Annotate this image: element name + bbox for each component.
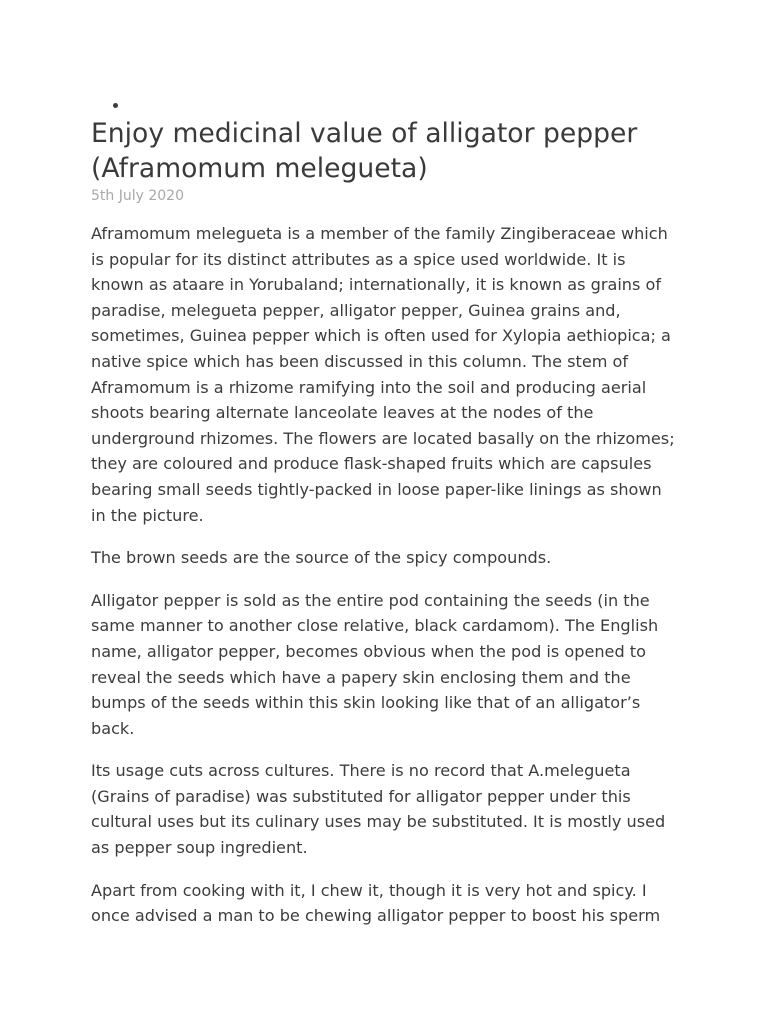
paragraph: Its usage cuts across cultures. There is no record that A.melegueta (Grains of paradise) was substituted for alligator pepper under this cultural uses but its culinary uses may be substituted. It is mostly used as pepper soup ingredient. <box>91 761 666 858</box>
paragraph: The brown seeds are the source of the spicy compounds. <box>91 548 552 568</box>
article-title: Enjoy medicinal value of alligator pepper (Aframomum melegueta) <box>91 118 638 184</box>
article <box>91 96 681 946</box>
paragraph: Aframomum melegueta is a member of the family Zingiberaceae which is popular for its distinct attributes as a spice used worldwide. It is known as ataare in Yorubaland; internationally, it is known as grains of paradise, melegueta pepper, alligator pepper, Guinea grains and, sometimes, Guinea pepper which is often used for Xylopia aethiopica; a native spice which has been discussed in this column. The stem of Aframomum is a rhizome ramifying into the soil and producing aerial shoots bearing alternate lanceolate leaves at the nodes of the underground rhizomes. The flowers are located basally on the rhizomes; they are coloured and produce flask-shaped fruits which are capsules bearing small seeds tightly-packed in loose paper-like linings as shown in the picture. <box>91 224 675 525</box>
bullet-icon <box>113 103 118 108</box>
article-date: 5th July 2020 <box>91 188 184 204</box>
paragraph: Apart from cooking with it, I chew it, though it is very hot and spicy. I once advised a man to be chewing alligator pepper to boost his sperm <box>91 880 661 926</box>
paragraph: Alligator pepper is sold as the entire pod containing the seeds (in the same manner to another close relative, black cardamom). The English name, alligator pepper, becomes obvious when the pod is opened to reveal the seeds which have a papery skin enclosing them and the bumps of the seeds within this skin looking like that of an alligator’s back. <box>91 590 659 738</box>
list-bullet-row <box>91 96 681 116</box>
article-body <box>91 221 681 929</box>
